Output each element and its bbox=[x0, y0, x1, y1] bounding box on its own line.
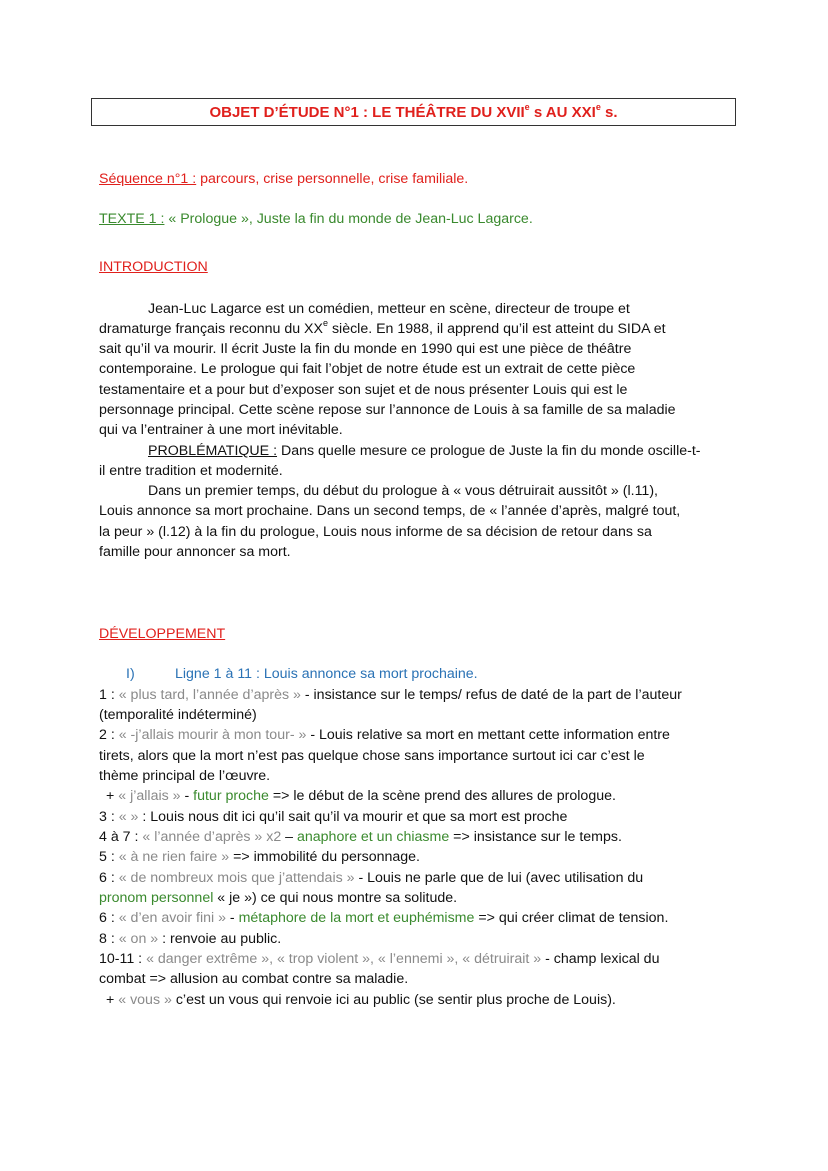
intro-line-5: testamentaire et a pour but d’exposer son sujet et de nous présenter Louis qui est le bbox=[99, 382, 628, 398]
part-1-number: I) bbox=[126, 666, 135, 682]
analysis-row-8: 6 : « d’en avoir fini » - métaphore de la mort et euphémisme => qui créer climat de tension. bbox=[99, 910, 669, 926]
analysis-row-10: 10-11 : « danger extrême », « trop violent », « l’ennemi », « détruirait » - champ lexical du bbox=[99, 951, 660, 967]
analysis-row-9: 8 : « on » : renvoie au public. bbox=[99, 931, 282, 947]
analysis-row-5: 4 à 7 : « l’année d’après » x2 – anaphore et un chiasme => insistance sur le temps. bbox=[99, 829, 622, 845]
intro-line-7: qui va l’entrainer à une mort inévitable. bbox=[99, 422, 343, 438]
analysis-row-2-cont-2: thème principal de l’œuvre. bbox=[99, 768, 271, 784]
analysis-row-10-cont: combat => allusion au combat contre sa maladie. bbox=[99, 971, 409, 987]
intro-line-12: la peur » (l.12) à la fin du prologue, Louis nous informe de sa décision de retour dans sa bbox=[99, 524, 652, 540]
developpement-heading: DÉVELOPPEMENT bbox=[99, 626, 226, 642]
texte-label: TEXTE 1 : bbox=[99, 211, 165, 227]
introduction-heading: INTRODUCTION bbox=[99, 259, 208, 275]
analysis-row-4: 3 : « » : Louis nous dit ici qu’il sait qu’il va mourir et que sa mort est proche bbox=[99, 809, 568, 825]
analysis-row-7-cont: pronom personnel « je ») ce qui nous montre sa solitude. bbox=[99, 890, 458, 906]
analysis-row-2: 2 : « -j’allais mourir à mon tour- » - Louis relative sa mort en mettant cette information entre bbox=[99, 727, 670, 743]
analysis-row-1: 1 : « plus tard, l’année d’après » - insistance sur le temps/ refus de daté de la part de l’auteur bbox=[99, 687, 682, 703]
analysis-row-11: + « vous » c’est un vous qui renvoie ici au public (se sentir plus proche de Louis). bbox=[106, 992, 616, 1008]
analysis-row-3: + « j’allais » - futur proche => le début de la scène prend des allures de prologue. bbox=[106, 788, 616, 804]
intro-line-6: personnage principal. Cette scène repose sur l’annonce de Louis à sa famille de sa maladie bbox=[99, 402, 676, 418]
intro-line-13: famille pour annoncer sa mort. bbox=[99, 544, 291, 560]
part-1-title: Ligne 1 à 11 : Louis annonce sa mort prochaine. bbox=[175, 666, 478, 682]
problematique-line: PROBLÉMATIQUE : Dans quelle mesure ce prologue de Juste la fin du monde oscille-t- bbox=[148, 443, 701, 459]
intro-line-3: sait qu’il va mourir. Il écrit Juste la fin du monde en 1990 qui est une pièce de théâtre bbox=[99, 341, 632, 357]
intro-line-1: Jean-Luc Lagarce est un comédien, metteur en scène, directeur de troupe et bbox=[148, 301, 630, 317]
sequence-text: parcours, crise personnelle, crise familiale. bbox=[196, 171, 469, 187]
analysis-row-6: 5 : « à ne rien faire » => immobilité du personnage. bbox=[99, 849, 420, 865]
document-title-box bbox=[91, 98, 736, 126]
texte-text: « Prologue », Juste la fin du monde de Jean-Luc Lagarce. bbox=[164, 211, 533, 227]
sequence-line bbox=[99, 169, 468, 189]
intro-line-9: il entre tradition et modernité. bbox=[99, 463, 283, 479]
analysis-row-7: 6 : « de nombreux mois que j’attendais » - Louis ne parle que de lui (avec utilisation du bbox=[99, 870, 644, 886]
intro-line-11: Louis annonce sa mort prochaine. Dans un second temps, de « l’année d’après, malgré tout, bbox=[99, 503, 681, 519]
title-text: OBJET D’ÉTUDE N°1 : LE THÉÂTRE DU XVIIe s AU XXIe s. bbox=[209, 101, 618, 121]
intro-line-10: Dans un premier temps, du début du prologue à « vous détruirait aussitôt » (l.11), bbox=[148, 483, 658, 499]
intro-line-4: contemporaine. Le prologue qui fait l’objet de notre étude est un extrait de cette pièce bbox=[99, 361, 636, 377]
analysis-row-2-cont: tirets, alors que la mort n’est pas quelque chose sans importance surtout ici car c’est le bbox=[99, 748, 645, 764]
sequence-label: Séquence n°1 : bbox=[99, 171, 197, 187]
texte-line bbox=[99, 209, 533, 229]
intro-line-2: dramaturge français reconnu du XXe siècle. En 1988, il apprend qu’il est atteint du SIDA et bbox=[99, 318, 666, 337]
analysis-row-1-cont: (temporalité indéterminé) bbox=[99, 707, 257, 723]
problematique-label: PROBLÉMATIQUE : bbox=[148, 443, 278, 459]
